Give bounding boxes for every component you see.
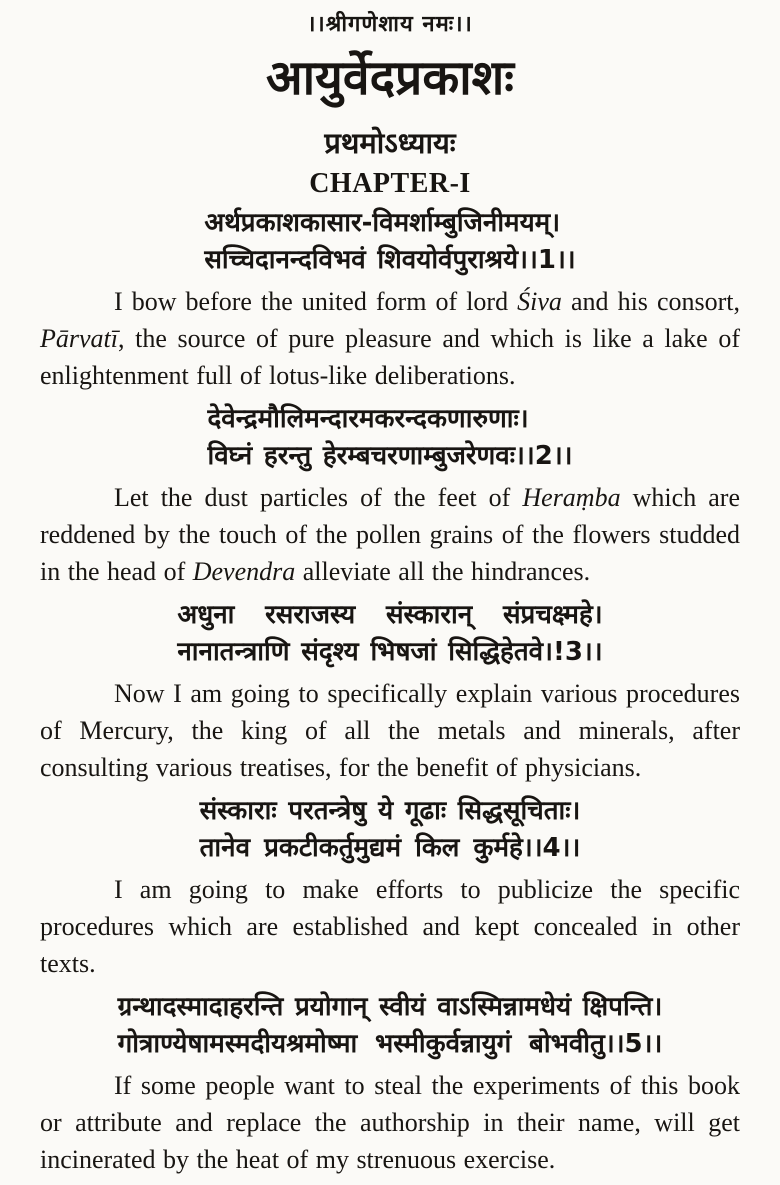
translation-text: Now I am going to specifically explain various procedures of Mercury, the king of all the metals and minerals, after consulting various treatises, for the benefit of physicians. bbox=[40, 679, 740, 782]
verse-word: देवेन्द्रमौलिमन्दारमकरन्दकणारुणाः। bbox=[207, 404, 529, 434]
verse-section bbox=[0, 205, 780, 394]
translation-text: alleviate all the hindrances. bbox=[295, 557, 591, 586]
verse-word: संस्काराः bbox=[199, 796, 277, 826]
verse-word: तानेव bbox=[199, 833, 251, 863]
sanskrit-verse bbox=[204, 205, 575, 279]
verse-word: शिवयोर्वपुराश्रये।।1।। bbox=[377, 245, 576, 275]
sections bbox=[0, 205, 780, 1178]
english-translation bbox=[40, 675, 740, 786]
verse-line bbox=[204, 205, 575, 242]
translation-text: Let the dust particles of the feet of bbox=[114, 483, 523, 512]
proper-noun-italic: Devendra bbox=[192, 557, 296, 586]
verse-word: ग्रन्थादस्मादाहरन्ति bbox=[117, 992, 284, 1022]
translation-text: If some people want to steal the experiments of this book or attribute and replace the authorship in their name, will get incinerated by the heat of my strenuous exercise. bbox=[40, 1071, 740, 1174]
verse-block-wrap bbox=[20, 205, 760, 279]
verse-word: भिषजां bbox=[370, 637, 437, 667]
verse-line bbox=[118, 989, 663, 1026]
invocation-line: ।।श्रीगणेशाय नमः।। bbox=[307, 12, 473, 37]
verse-word: सिद्धसूचिताः। bbox=[457, 796, 581, 826]
verse-word: प्रयोगान् bbox=[295, 992, 368, 1022]
verse-word: सिद्धिहेतवे।!3।। bbox=[448, 637, 603, 667]
verse-word: भस्मीकुर्वन्नायुगं bbox=[374, 1029, 512, 1059]
english-translation bbox=[40, 871, 740, 982]
english-translation bbox=[40, 283, 740, 394]
translation-text: which are reddened by the touch of the pollen grains of the flowers studded in the head of bbox=[40, 483, 740, 586]
chapter-title-english: CHAPTER-I bbox=[309, 168, 471, 199]
verse-block-wrap bbox=[20, 597, 760, 671]
sanskrit-verse bbox=[118, 989, 663, 1063]
book-title: आयुर्वेदप्रकाशः bbox=[265, 50, 515, 106]
verse-word: वाऽस्मिन्नामधेयं bbox=[437, 992, 572, 1022]
verse-line bbox=[177, 634, 602, 671]
verse-word: संप्रचक्ष्महे। bbox=[502, 600, 603, 630]
verse-line bbox=[200, 793, 581, 830]
verse-word: संस्कारान् bbox=[385, 600, 473, 630]
verse-word: परतन्त्रेषु bbox=[288, 796, 367, 826]
verse-section bbox=[0, 597, 780, 786]
verse-word: संदृश्य bbox=[301, 637, 359, 667]
verse-word: हेरम्बचरणाम्बुजरेणवः।।2।। bbox=[322, 441, 573, 471]
verse-word: अधुना bbox=[177, 600, 235, 630]
verse-word: नानातन्त्राणि bbox=[177, 637, 290, 667]
translation-text: I bow before the united form of lord bbox=[114, 287, 518, 316]
verse-word: प्रकटीकर्तुमुद्यमं bbox=[264, 833, 402, 863]
verse-block-wrap bbox=[20, 793, 760, 867]
proper-noun-italic: Śiva bbox=[517, 287, 562, 316]
english-translation bbox=[40, 479, 740, 590]
verse-section bbox=[0, 989, 780, 1178]
verse-line bbox=[200, 830, 581, 867]
sanskrit-verse bbox=[177, 597, 602, 671]
verse-line bbox=[118, 1026, 663, 1063]
verse-line bbox=[207, 438, 572, 475]
verse-word: सच्चिदानन्दविभवं bbox=[204, 245, 366, 275]
verse-word: कुर्महे।।4।। bbox=[473, 833, 581, 863]
english-translation bbox=[40, 1067, 740, 1178]
verse-word: विघ्नं bbox=[207, 441, 253, 471]
verse-block-wrap bbox=[20, 401, 760, 475]
sanskrit-verse bbox=[200, 793, 581, 867]
verse-line bbox=[177, 597, 602, 634]
translation-text: , the source of pure pleasure and which is like a lake of enlightenment full of lotus-like deliberations. bbox=[40, 324, 740, 390]
verse-word: स्वीयं bbox=[379, 992, 426, 1022]
verse-line bbox=[204, 242, 575, 279]
verse-word: गोत्राण्येषामस्मदीयश्रमोष्मा bbox=[117, 1029, 358, 1059]
verse-block-wrap bbox=[20, 989, 760, 1063]
verse-line bbox=[207, 401, 572, 438]
verse-word: हरन्तु bbox=[263, 441, 312, 471]
verse-word: बोभवीतु।।5।। bbox=[528, 1029, 663, 1059]
verse-word: अर्थप्रकाशकासार-विमर्शाम्बुजिनीमयम्। bbox=[204, 208, 561, 238]
translation-text: and his consort, bbox=[561, 287, 741, 316]
translation-text: I am going to make efforts to publicize the specific procedures which are established and kept concealed in other texts. bbox=[40, 875, 740, 978]
sanskrit-verse bbox=[207, 401, 572, 475]
verse-word: रसराजस्य bbox=[265, 600, 356, 630]
verse-word: क्षिपन्ति। bbox=[582, 992, 663, 1022]
verse-word: गूढाः bbox=[404, 796, 447, 826]
proper-noun-italic: Heraṃba bbox=[522, 483, 621, 512]
verse-section bbox=[0, 793, 780, 982]
proper-noun-italic: Pārvatī bbox=[40, 324, 118, 353]
chapter-title-sanskrit: प्रथमोऽध्यायः bbox=[324, 126, 456, 160]
verse-section bbox=[0, 401, 780, 590]
verse-word: किल bbox=[415, 833, 460, 863]
verse-word: ये bbox=[378, 796, 394, 826]
